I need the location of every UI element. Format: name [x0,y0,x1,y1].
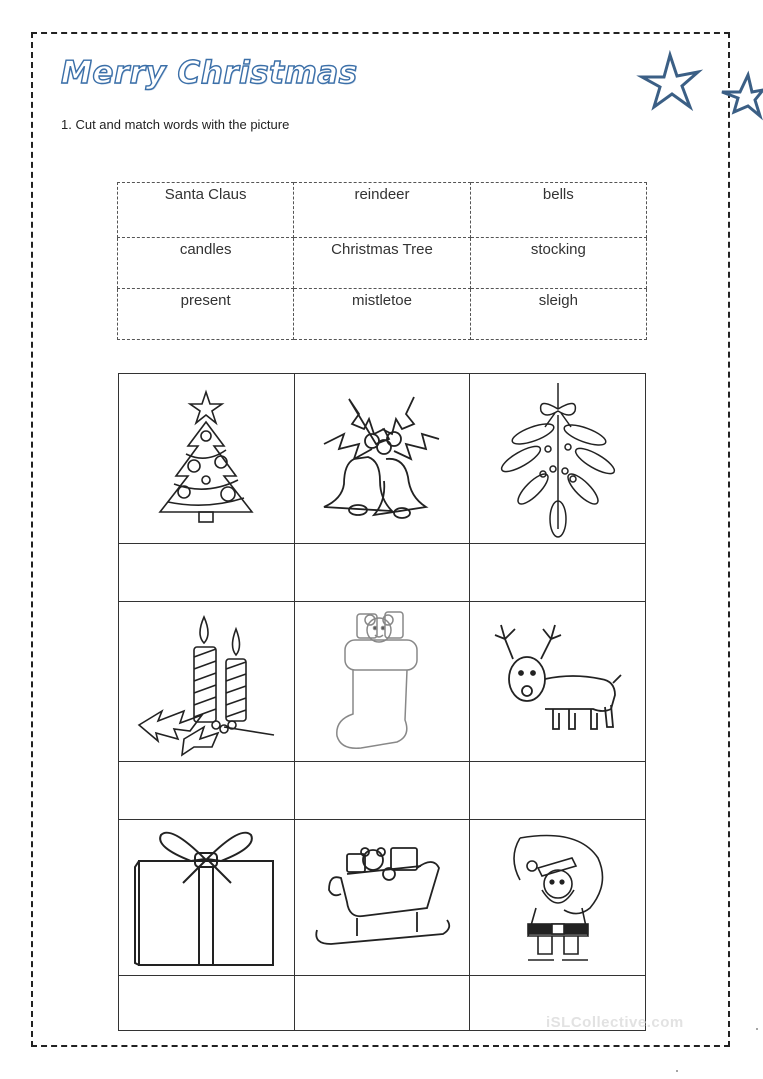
picture-grid [118,373,646,1031]
answer-cell[interactable] [294,544,470,602]
page-title: Merry Christmas [61,55,358,91]
answer-cell[interactable] [470,544,646,602]
word-cell[interactable]: mistletoe [294,289,470,340]
word-grid [117,182,647,340]
word-cell[interactable]: Christmas Tree [294,238,470,289]
answer-cell[interactable] [119,976,295,1031]
picture-cell [470,374,646,544]
stocking-icon [327,608,437,756]
picture-cell [119,820,295,976]
picture-cell [294,374,470,544]
answer-cell[interactable] [294,976,470,1031]
answer-cell[interactable] [294,762,470,820]
picture-cell [470,820,646,976]
stars-decoration [630,50,763,130]
star-icon [642,55,698,107]
decorative-dot [676,1070,678,1072]
decorative-dot [756,1028,758,1030]
star-icon [722,75,763,116]
picture-cell [294,820,470,976]
sleigh-icon [307,838,457,958]
answer-cell[interactable] [119,544,295,602]
candles-icon [134,607,279,757]
answer-cell[interactable] [119,762,295,820]
bells-icon [314,389,449,529]
santa-claus-icon [498,828,618,968]
christmas-tree-icon [146,384,266,534]
picture-cell [294,602,470,762]
present-icon [131,825,281,970]
watermark: iSLCollective.com [546,1014,684,1031]
word-cell[interactable]: stocking [470,238,646,289]
picture-cell [470,602,646,762]
picture-cell [119,374,295,544]
word-cell[interactable]: present [118,289,294,340]
instruction-text: 1. Cut and match words with the picture [61,117,290,132]
word-cell[interactable]: reindeer [294,183,470,238]
picture-cell [119,602,295,762]
answer-cell[interactable] [470,762,646,820]
word-cell[interactable]: Santa Claus [118,183,294,238]
word-cell[interactable]: candles [118,238,294,289]
mistletoe-icon [493,379,623,539]
word-cell[interactable]: sleigh [470,289,646,340]
word-cell[interactable]: bells [470,183,646,238]
reindeer-icon [483,617,633,747]
